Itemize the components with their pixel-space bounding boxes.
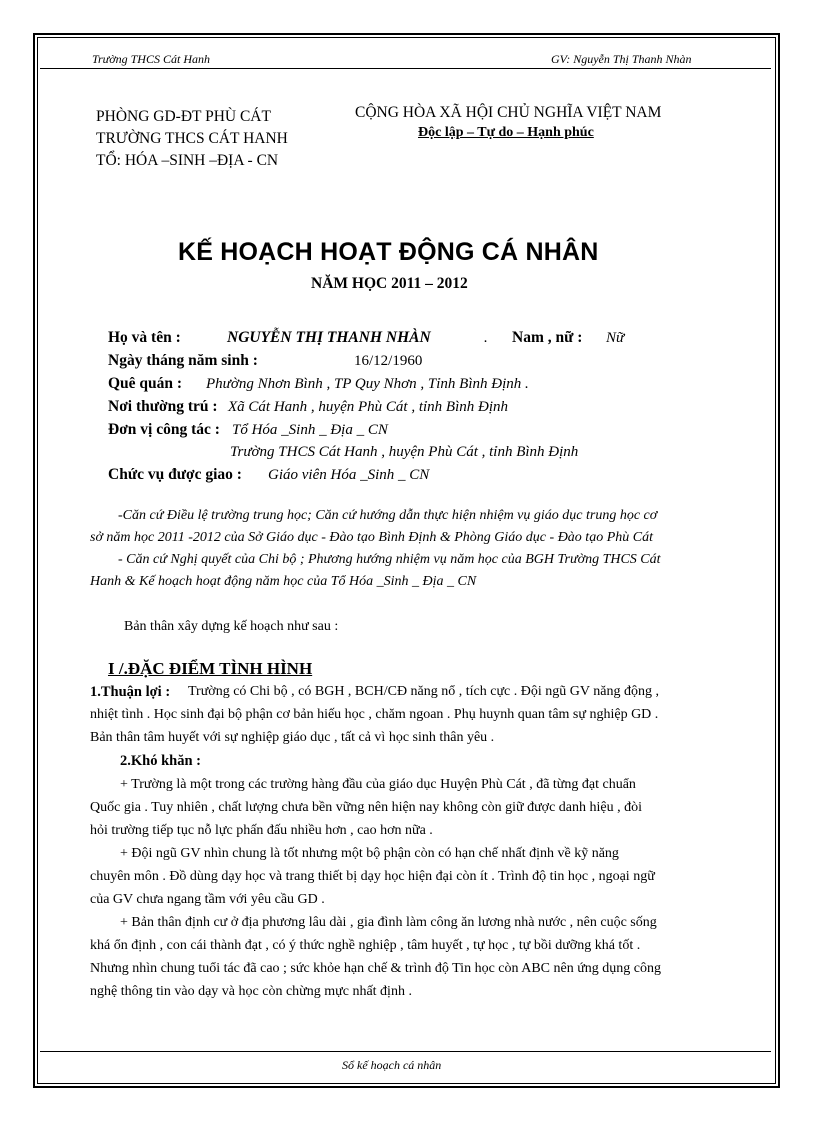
- basis-line-1: -Căn cứ Điều lệ trường trung học; Căn cứ hướng dẫn thực hiện nhiệm vụ giáo dục trung học cơ: [118, 508, 658, 523]
- header-rule: [40, 68, 771, 69]
- gender-label: Nam , nữ :: [512, 329, 583, 346]
- section-heading: I /.ĐẶC ĐIỂM TÌNH HÌNH: [108, 659, 313, 678]
- difficulty-1-line-1: + Trường là một trong các trường hàng đầu của giáo dục Huyện Phù Cát , đã từng đạt chuẩn: [120, 777, 636, 792]
- advantages-line-1: Trường có Chi bộ , có BGH , BCH/CĐ năng nổ , tích cực . Đội ngũ GV năng động ,: [188, 684, 659, 699]
- org-group: TỔ: HÓA –SINH –ĐỊA - CN: [96, 152, 279, 169]
- name-value: NGUYỄN THỊ THANH NHÀN: [227, 329, 431, 346]
- dob-value: 16/12/1960: [354, 353, 423, 369]
- org-department: PHÒNG GD-ĐT PHÙ CÁT: [96, 108, 271, 125]
- unit-value-group: Tổ Hóa _Sinh _ Địa _ CN: [232, 422, 388, 438]
- difficulty-2-line-2: chuyên môn . Đồ dùng dạy học và trang thiết bị dạy học hiện đại còn ít . Trình độ tin học , ngoại ngữ: [90, 869, 655, 884]
- difficulty-1-line-2: Quốc gia . Tuy nhiên , chất lượng chưa bền vững nên hiện nay không còn giữ được danh hiệu , đòi: [90, 800, 642, 815]
- hometown-label: Quê quán :: [108, 375, 183, 392]
- name-dot: .: [484, 330, 488, 346]
- difficulty-3-line-3: Nhưng nhìn chung tuổi tác đã cao ; sức khỏe hạn chế & trình độ Tin học còn ABC nên ứng dụng công: [90, 961, 662, 976]
- basis-line-3: - Căn cứ Nghị quyết của Chi bộ ; Phương hướng nhiệm vụ năm học của BGH Trường THCS Cát: [118, 552, 661, 567]
- difficulty-3-line-2: khá ổn định , con cái thành đạt , có ý thức nghề nghiệp , tâm huyết , tự học , tự bồi dưỡng khá tốt .: [90, 938, 641, 953]
- header-school: Trường THCS Cát Hanh: [92, 52, 210, 66]
- unit-label: Đơn vị công tác :: [108, 421, 220, 438]
- footer-rule: [40, 1051, 771, 1052]
- intro-text: Bản thân xây dựng kế hoạch như sau :: [124, 619, 339, 634]
- difficulty-2-line-1: + Đội ngũ GV nhìn chung là tốt nhưng một bộ phận còn có hạn chế nhất định về kỹ năng: [120, 846, 619, 861]
- residence-value: Xã Cát Hanh , huyện Phù Cát , tỉnh Bình Định: [228, 399, 508, 415]
- difficulty-3-line-1: + Bản thân định cư ở địa phương lâu dài , gia đình làm công ăn lương nhà nước , nên cuộc sống: [120, 915, 657, 930]
- unit-value-school: Trường THCS Cát Hanh , huyện Phù Cát , tỉnh Bình Định: [230, 444, 579, 460]
- school-year: NĂM HỌC 2011 – 2012: [311, 275, 468, 292]
- difficulty-2-line-3: của GV chưa ngang tầm với yêu cầu GD .: [90, 892, 325, 907]
- residence-label: Nơi thường trú :: [108, 398, 218, 415]
- page-title: KẾ HOẠCH HOẠT ĐỘNG CÁ NHÂN: [178, 238, 599, 266]
- position-label: Chức vụ được giao :: [108, 466, 242, 483]
- hometown-value: Phường Nhơn Bình , TP Quy Nhơn , Tỉnh Bình Định .: [206, 376, 529, 392]
- basis-line-2: sở năm học 2011 -2012 của Sở Giáo dục - Đào tạo Bình Định & Phòng Giáo dục - Đào tạo Phù Cát: [90, 530, 653, 545]
- advantages-line-3: Bản thân tâm huyết với sự nghiệp giáo dục , tất cả vì học sinh thân yêu .: [90, 730, 495, 745]
- difficulty-1-line-3: hỏi trường tiếp tục nỗ lực phấn đấu nhiều hơn , cao hơn nữa .: [90, 823, 433, 838]
- advantages-label: 1.Thuận lợi :: [90, 684, 171, 700]
- advantages-line-2: nhiệt tình . Học sinh đại bộ phận cơ bản hiếu học , chăm ngoan . Phụ huynh quan tâm sự nghiệp GD .: [90, 707, 659, 722]
- footer-text: Sổ kế hoạch cá nhân: [342, 1058, 442, 1072]
- header-teacher: GV: Nguyễn Thị Thanh Nhàn: [551, 52, 692, 66]
- gender-value: Nữ: [606, 330, 625, 346]
- position-value: Giáo viên Hóa _Sinh _ CN: [268, 467, 430, 483]
- difficulties-label: 2.Khó khăn :: [120, 753, 201, 769]
- org-school: TRƯỜNG THCS CÁT HANH: [96, 130, 288, 147]
- basis-line-4: Hanh & Kế hoạch hoạt động năm học của Tổ Hóa _Sinh _ Địa _ CN: [90, 574, 477, 589]
- name-label: Họ và tên :: [108, 329, 181, 346]
- difficulty-3-line-4: nghệ thông tin vào dạy và học còn chừng mực nhất định .: [90, 984, 412, 999]
- nation-motto: Độc lập – Tự do – Hạnh phúc: [418, 125, 594, 140]
- dob-label: Ngày tháng năm sinh :: [108, 352, 258, 369]
- nation-name: CỘNG HÒA XÃ HỘI CHỦ NGHĨA VIỆT NAM: [355, 104, 662, 121]
